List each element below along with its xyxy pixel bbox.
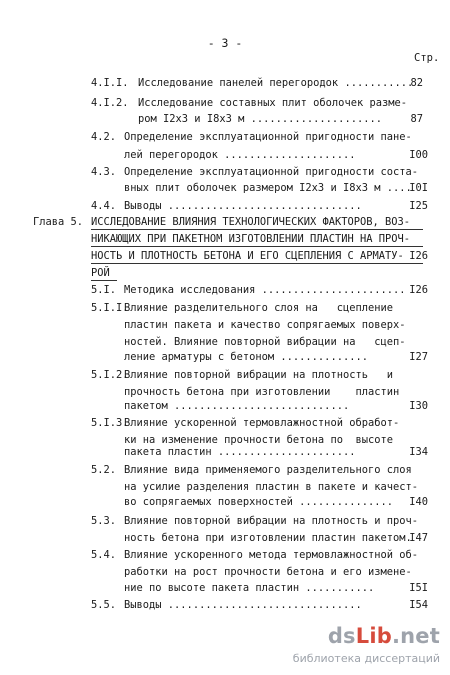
toc-entry-line: вных плит оболочек размером I2x3 и I8x3 м .... [124, 182, 412, 194]
toc-entry-line: Методика исследования ....................... [124, 284, 406, 296]
watermark-subtitle: библиотека диссертаций [292, 652, 440, 665]
toc-entry-line: на усилие разделения пластин в пакете и качест- [124, 481, 419, 493]
toc-entry-line: ность бетона при изготовлении пластин пакетом. [124, 532, 412, 544]
toc-entry-number: 5.I.2. [91, 369, 129, 381]
toc-entry-line: ром I2x3 и I8x3 м ..................... [138, 113, 382, 125]
toc-entry-line: Влияние повторной вибрации на плотность и проч- [124, 515, 419, 527]
toc-entry-number: 5.I.I. [91, 302, 129, 314]
toc-entry-line: прочность бетона при изготовлении пластин [124, 386, 400, 398]
toc-entry-line: во сопрягаемых поверхностей ............... [124, 496, 393, 508]
toc-entry-line: пакета пластин ...................... [124, 446, 356, 458]
toc-entry-line: Выводы ............................... [124, 200, 362, 212]
page-column-label: Стр. [414, 52, 440, 64]
toc-entry-page: I54 [409, 599, 428, 611]
watermark [292, 624, 440, 670]
toc-entry-line: Определение эксплуатационной пригодности соста- [124, 166, 419, 178]
toc-entry-number: 5.2. [91, 464, 117, 476]
watermark-logo: dsLib.net [327, 624, 440, 648]
toc-entry-number: 5.5. [91, 599, 117, 611]
page-number: - 3 - [207, 36, 243, 50]
toc-entry-page: I34 [409, 446, 428, 458]
toc-entry-line: ние по высоте пакета пластин ........... [124, 582, 375, 594]
toc-entry-number: Глава 5. [33, 216, 84, 228]
toc-entry-line: работки на рост прочности бетона и его измене- [124, 566, 412, 578]
toc-entry-line: ностей. Влияние повторной вибрации на сцеп- [124, 336, 406, 348]
toc-entry-line: НОСТЬ И ПЛОТНОСТЬ БЕТОНА И ЕГО СЦЕПЛЕНИЯ С АРМАТУ- [91, 250, 404, 262]
toc-entry-number: 4.I.I. [91, 77, 129, 89]
toc-entry-line: пластин пакета и качество сопрягаемых поверх- [124, 319, 406, 331]
toc-entry-line: ИССЛЕДОВАНИЕ ВЛИЯНИЯ ТЕХНОЛОГИЧЕСКИХ ФАКТОРОВ, ВОЗ- [91, 216, 411, 228]
toc-entry-page: I00 [409, 149, 428, 161]
toc-entry-line: РОЙ [91, 267, 110, 279]
toc-entry-page: I47 [409, 532, 428, 544]
toc-entry-number: 4.4. [91, 200, 117, 212]
heading-underline [91, 246, 423, 247]
toc-entry-line: Влияние ускоренного метода термовлажностной об- [124, 549, 419, 561]
toc-entry-page: I25 [409, 200, 428, 212]
toc-entry-number: 4.3. [91, 166, 117, 178]
toc-entry-line: лей перегородок ..................... [124, 149, 356, 161]
toc-entry-page: I26 [409, 284, 428, 296]
toc-entry-number: 4.I.2. [91, 97, 129, 109]
toc-entry-number: 5.4. [91, 549, 117, 561]
toc-entry-line: Влияние повторной вибрации на плотность и [124, 369, 393, 381]
toc-entry-page: 87 [410, 113, 423, 125]
toc-entry-page: I30 [409, 400, 428, 412]
toc-entry-line: Выводы ............................... [124, 599, 362, 611]
heading-underline [91, 229, 423, 230]
toc-entry-page: 82 [410, 77, 423, 89]
toc-entry-page: I5I [409, 582, 428, 594]
toc-entry-line: Определение эксплуатационной пригодности пане- [124, 131, 412, 143]
toc-entry-line: Влияние разделительного слоя на сцепление [124, 302, 393, 314]
toc-entry-page: I26 [409, 250, 428, 262]
toc-entry-page: I40 [409, 496, 428, 508]
toc-entry-page: I27 [409, 351, 428, 363]
toc-entry-line: Влияние вида применяемого разделительного слоя [124, 464, 412, 476]
heading-underline [91, 263, 423, 264]
toc-entry-line: ки на изменение прочности бетона по высоте [124, 434, 393, 446]
toc-entry-line: Исследование составных плит оболочек разме- [138, 97, 407, 109]
toc-entry-number: 4.2. [91, 131, 117, 143]
toc-entry-number: 5.I. [91, 284, 117, 296]
toc-entry-line: Влияние ускоренной термовлажностной обработ- [124, 417, 400, 429]
toc-entry-line: НИКАЮЩИХ ПРИ ПАКЕТНОМ ИЗГОТОВЛЕНИИ ПЛАСТИН НА ПРОЧ- [91, 233, 411, 245]
heading-underline [91, 280, 117, 281]
toc-entry-page: I0I [409, 182, 428, 194]
toc-entry-number: 5.I.3. [91, 417, 129, 429]
toc-entry-line: пакетом ............................ [124, 400, 350, 412]
toc-entry-line: ление арматуры с бетоном .............. [124, 351, 368, 363]
toc-entry-number: 5.3. [91, 515, 117, 527]
toc-entry-line: Исследование панелей перегородок ........... [138, 77, 414, 89]
